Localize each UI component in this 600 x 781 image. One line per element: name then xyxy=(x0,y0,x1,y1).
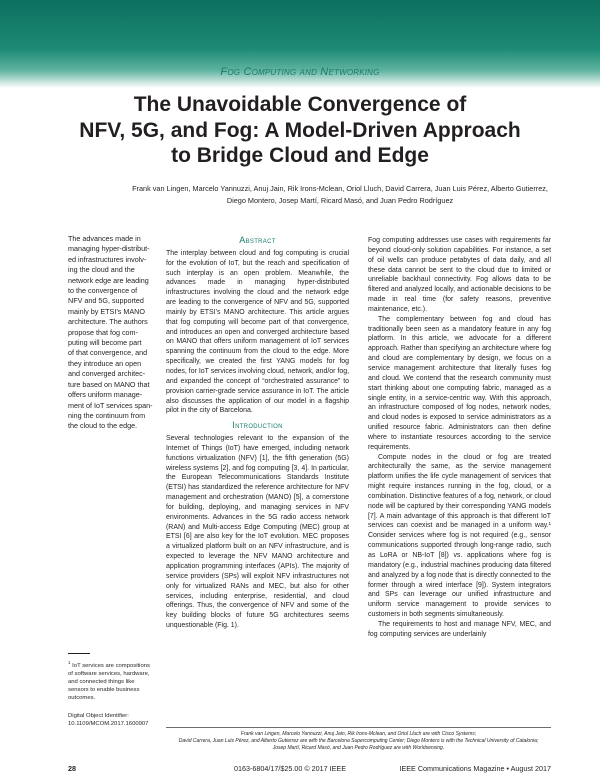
title-line: to Bridge Cloud and Edge xyxy=(171,144,429,167)
summary-line: and converged architec- xyxy=(68,369,146,379)
journal-issue: IEEE Communications Magazine • August 2017 xyxy=(399,764,551,773)
summary-line: ture based on MANO that xyxy=(68,379,150,389)
summary-line: managing hyper-distribut- xyxy=(68,244,150,254)
summary-line: they introduce an open xyxy=(68,358,142,368)
summary-line: of that convergence, and xyxy=(68,348,148,358)
body-paragraph: The requirements to host and manage NFV, MEC, and fog computing services are underlainly xyxy=(368,620,551,638)
abstract-text: The interplay between cloud and fog computing is crucial for the evolution of IoT, but the reach and specification of such interplay is an open problem. Meanwhile, the advances made in managing hyper-distributed infrastructures involving the cloud and the network edge are leading to the convergence of NFV and 5G, supported mainly by ETSI’s MANO architecture. This article argues that fog computing will become part of that convergence, and introduces an open and converged architecture based on MANO that offers uniform management of IoT services spanning the continuum from the cloud to the edge. More specifically, we created the first YANG models for fog nodes, for IoT services involving cloud, network, and/or fog, and expanded the concept of “orchestrated assurance” to provision carrier-grade service assurance in IoT. The article also discusses the application of our model in a flagship pilot in the city of Barcelona. xyxy=(166,249,349,415)
summary-line: ing the cloud and the xyxy=(68,265,135,275)
authors-line: Frank van Lingen, Marcelo Yannuzzi, Anuj Jain, Rik Irons-Mclean, Oriol Lluch, David Carrera, Juan Luis Pérez, Alberto Gutierrez, xyxy=(132,184,548,193)
affiliation-divider xyxy=(166,727,551,728)
author-affiliations xyxy=(166,731,551,753)
introduction-heading: Introduction xyxy=(232,420,283,431)
summary-line: propose that fog com- xyxy=(68,327,138,337)
affiliation-line: Frank van Lingen, Marcelo Yannuzzi, Anuj Jain, Rik Irons-Mclean, and Oriol Lluch are with Cisco Systems; xyxy=(240,731,477,737)
body-paragraph: The complementary between fog and cloud has traditionally been seen as a mandatory feature in any fog platform. In this article, we advocate for a different approach. Rather than specifying an architecture where fog and cloud are complementary by design, we focus on a service management architecture that literally fuses fog and cloud. We contend that the research community must start thinking about one computing fabric, managed as a single entity, in a service-centric way. With this approach, an infrastructure composed of fog nodes, network nodes, and cloud nodes is exposed to service administrators as a unified resource fabric. Administrators can then define where to instantiate resources according to the service requirements. xyxy=(368,315,551,451)
summary-line: NFV and 5G, supported xyxy=(68,296,144,306)
summary-line: The advances made in xyxy=(68,234,141,243)
authors-line: Diego Montero, Josep Martí, Ricard Masó, and Juan Pedro Rodríguez xyxy=(226,195,454,205)
footnote-marker: 1 xyxy=(68,660,71,665)
doi-block xyxy=(68,712,156,728)
section-label: Fog Computing and Networking xyxy=(220,66,380,78)
summary-line: offers uniform manage- xyxy=(68,390,143,400)
footnote xyxy=(68,659,156,702)
summary-line: puting will become part xyxy=(68,338,142,348)
author-list xyxy=(120,183,560,206)
footnote-text: IoT services are compositions of software services, hardware, and connected things like sensors to enable business outcomes. xyxy=(68,662,150,701)
sidebar-summary xyxy=(68,234,156,432)
summary-line: ment of IoT services span- xyxy=(68,400,153,410)
title-line: The Unavoidable Convergence of xyxy=(133,93,467,116)
page-number: 28 xyxy=(68,764,76,773)
footnote-divider xyxy=(68,653,90,654)
summary-line: architecture. The authors xyxy=(68,317,148,327)
affiliation-line: David Carrera, Juan Luis Pérez, and Alberto Gutierrez are with the Barcelona Supercomputing Center; Diego Montero is with the Technical University of Catalonia; xyxy=(178,738,539,745)
summary-line: mainly by ETSI’s MANO xyxy=(68,306,145,316)
column-right xyxy=(368,236,551,640)
doi-value: 10.1109/MCOM.2017.1600907 xyxy=(68,721,149,727)
page-footer xyxy=(68,764,551,774)
article-title xyxy=(40,92,560,169)
affiliation-line: Josep Martí, Ricard Masó, and Juan Pedro Rodríguez are with Worldsensing. xyxy=(272,745,445,752)
abstract-heading: Abstract xyxy=(239,235,276,245)
title-line: NFV, 5G, and Fog: A Model-Driven Approach xyxy=(79,118,521,142)
summary-line: network edge are leading xyxy=(68,275,149,285)
body-paragraph: Compute nodes in the cloud or fog are treated architecturally the same, as the service management platform unifies the life cycle management of services that might require instances running in the fog, cloud, or a combination. Distinctive features of a fog, network, or cloud node will be captured by their corresponding YANG models [7]. A main advantage of this approach is that different IoT services can coexist and be managed in a uniform way.¹ Consider services where fog is not required (e.g., sensor communications supported through long-range radio, such as LoRA or NB-IoT [8]) vs. applications where fog is mandatory (e.g., industrial machines producing data filtered and analyzed by a fog node that is directly connected to the former through a wired interface [9]). System integrators and SPs can leverage our unified infrastructure and uniform service management to provide services to customers in both segments simultaneously. xyxy=(368,453,551,619)
summary-line: ed infrastructures involv- xyxy=(68,254,147,264)
copyright-line: 0163-6804/17/$25.00 © 2017 IEEE xyxy=(234,764,346,773)
summary-line: to the convergence of xyxy=(68,286,138,296)
doi-label: Digital Object Identifier: xyxy=(68,713,129,719)
column-left xyxy=(166,236,349,631)
introduction-paragraph: Several technologies relevant to the expansion of the Internet of Things (IoT) have emerged, including network functions virtualization (NFV) [1], the fifth generation (5G) wireless systems [2], and fog computing [3, 4]. In particular, the European Telecommunications Standards Institute (ETSI) has standardized the reference architecture for NFV management and orchestration (MANO) [5], a cornerstone for building, deploying, and managing services in NFV environments. Advances in the 5G radio access network (RAN) and Multi-access Edge Computing (MEC) group at ETSI [6] are also key for the IoT evolution. MEC proposes a virtualized platform built on an NFV infrastructure, and is expected to leverage the NFV MANO architecture and application programming interfaces (APIs). The majority of service providers (SPs) will exploit NFV infrastructures not only for virtualized RANs and MEC, but also for other services, including enterprise, residential, and cloud offerings. Thus, the convergence of NFV and some of the key building blocks of future 5G architectures seems unquestionable (Fig. 1). xyxy=(166,435,349,630)
summary-line: ning the continuum from xyxy=(68,410,146,420)
summary-line: the cloud to the edge. xyxy=(68,421,138,431)
body-paragraph: Fog computing addresses use cases with requirements far beyond cloud-only solution capabilities. For instance, a set of oil wells can produce petabytes of data daily, and all these data cannot be sent to the cloud due to limited or unreliable backhaul connectivity. Fog allows data to be filtered and analyzed locally, and actionable decisions to be made in real time (for safety reasons, preventive maintenance, etc.). xyxy=(368,237,551,313)
